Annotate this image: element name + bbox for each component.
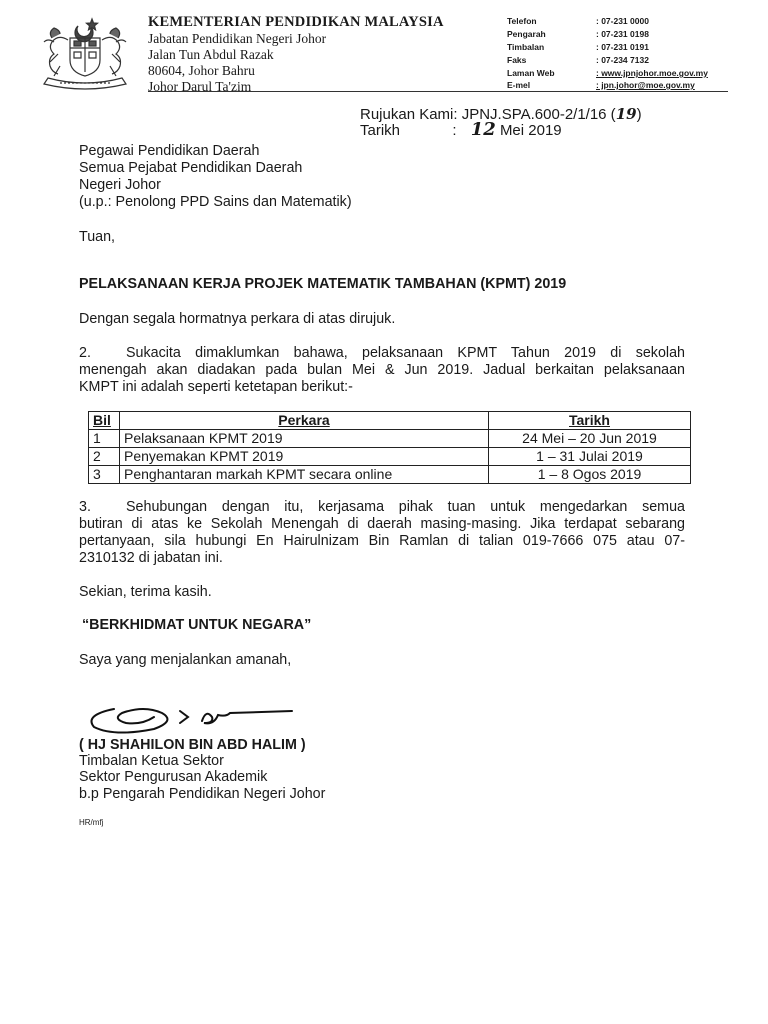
table-header-row — [89, 412, 691, 430]
signatory-title: Sektor Pengurusan Akademik — [79, 769, 268, 785]
contact-label: Pengarah — [507, 29, 546, 39]
handwritten-signature — [84, 697, 296, 737]
contact-label: Laman Web — [507, 68, 555, 78]
date-separator: : — [452, 122, 457, 139]
schedule-table — [88, 411, 691, 484]
contact-value: : 07-231 0000 — [596, 16, 649, 26]
column-header-bil: Bil — [89, 412, 120, 430]
initials: HR/mfj — [79, 818, 104, 827]
table-row — [89, 430, 691, 448]
paragraph-line: menengah akan diadakan pada bulan Mei & Jun 2019. Jadual berkaitan pelaksanaan — [79, 362, 685, 378]
cell-perkara: Penyemakan KPMT 2019 — [120, 448, 489, 466]
paragraph-line: Sehubungan dengan itu, kerjasama pihak tuan untuk mengedarkan semua — [126, 499, 685, 515]
signatory-title: b.p Pengarah Pendidikan Negeri Johor — [79, 786, 326, 802]
intro-paragraph: Dengan segala hormatnya perkara di atas dirujuk. — [79, 311, 396, 327]
cell-bil: 1 — [89, 430, 120, 448]
paragraph-line: pertanyaan, sila hubungi En Hairulnizam Bin Ramlan di talian 019-7666 075 atau 07- — [79, 533, 685, 549]
paragraph-line: KMPT ini adalah seperti ketetapan berikut:- — [79, 379, 353, 395]
contact-label: Telefon — [507, 16, 537, 26]
recipient-line: Pegawai Pendidikan Daerah — [79, 143, 260, 159]
cell-tarikh: 24 Mei – 20 Jun 2019 — [489, 430, 691, 448]
handwritten-day: 12 — [470, 119, 496, 140]
coat-of-arms-icon — [34, 14, 136, 94]
paragraph-line: butiran di atas ke Sekolah Menengah di daerah masing-masing. Jika terdapat sebarang — [79, 516, 685, 532]
paragraph-line: 2310132 di jabatan ini. — [79, 550, 223, 566]
recipient-line: (u.p.: Penolong PPD Sains dan Matematik) — [79, 194, 352, 210]
contact-label: Timbalan — [507, 42, 545, 52]
handwritten-reference-number: 19 — [615, 105, 637, 123]
address-line: Jalan Tun Abdul Razak — [148, 47, 274, 62]
paragraph-line: Sukacita dimaklumkan bahawa, pelaksanaan KPMT Tahun 2019 di sekolah — [126, 345, 685, 361]
table-row — [89, 466, 691, 484]
letterhead-divider — [148, 91, 728, 92]
recipient-line: Semua Pejabat Pendidikan Daerah — [79, 160, 303, 176]
email-link[interactable]: : jpn.johor@moe.gov.my — [596, 80, 695, 90]
letter-subject: PELAKSANAAN KERJA PROJEK MATEMATIK TAMBAHAN (KPMT) 2019 — [79, 276, 567, 292]
table-row — [89, 448, 691, 466]
address-line: Johor Darul Ta'zim — [148, 79, 252, 94]
date-line — [360, 119, 562, 140]
trust-statement: Saya yang menjalankan amanah, — [79, 652, 292, 668]
website-link[interactable]: : www.jpnjohor.moe.gov.my — [596, 68, 708, 78]
address-line: Jabatan Pendidikan Negeri Johor — [148, 31, 327, 46]
reference-label: Rujukan Kami: — [360, 106, 458, 123]
paragraph-number: 2. — [79, 345, 91, 361]
salutation: Tuan, — [79, 229, 116, 245]
cell-bil: 3 — [89, 466, 120, 484]
closing-text: Sekian, terima kasih. — [79, 584, 212, 600]
column-header-tarikh: Tarikh — [489, 412, 691, 430]
reference-line — [360, 106, 642, 124]
signatory-title: Timbalan Ketua Sektor — [79, 753, 224, 769]
contact-label: Faks — [507, 55, 527, 65]
contact-value: : 07-231 0191 — [596, 42, 649, 52]
contact-label: E-mel — [507, 80, 531, 90]
cell-tarikh: 1 – 31 Julai 2019 — [489, 448, 691, 466]
contact-value: : 07-234 7132 — [596, 55, 649, 65]
paragraph-number: 3. — [79, 499, 91, 515]
date-month-year: Mei 2019 — [499, 122, 562, 139]
cell-tarikh: 1 – 8 Ogos 2019 — [489, 466, 691, 484]
column-header-perkara: Perkara — [120, 412, 489, 430]
reference-number: JPNJ.SPA.600-2/1/16 ( — [461, 106, 616, 123]
cell-perkara: Pelaksanaan KPMT 2019 — [120, 430, 489, 448]
motto: “BERKHIDMAT UNTUK NEGARA” — [82, 617, 312, 633]
date-label: Tarikh — [360, 122, 401, 139]
reference-close: ) — [636, 106, 642, 123]
cell-bil: 2 — [89, 448, 120, 466]
cell-perkara: Penghantaran markah KPMT secara online — [120, 466, 489, 484]
signatory-name: ( HJ SHAHILON BIN ABD HALIM ) — [79, 737, 306, 753]
recipient-line: Negeri Johor — [79, 177, 161, 193]
address-line: 80604, Johor Bahru — [148, 63, 255, 78]
contact-value: : 07-231 0198 — [596, 29, 649, 39]
ministry-name: KEMENTERIAN PENDIDIKAN MALAYSIA — [148, 14, 444, 30]
